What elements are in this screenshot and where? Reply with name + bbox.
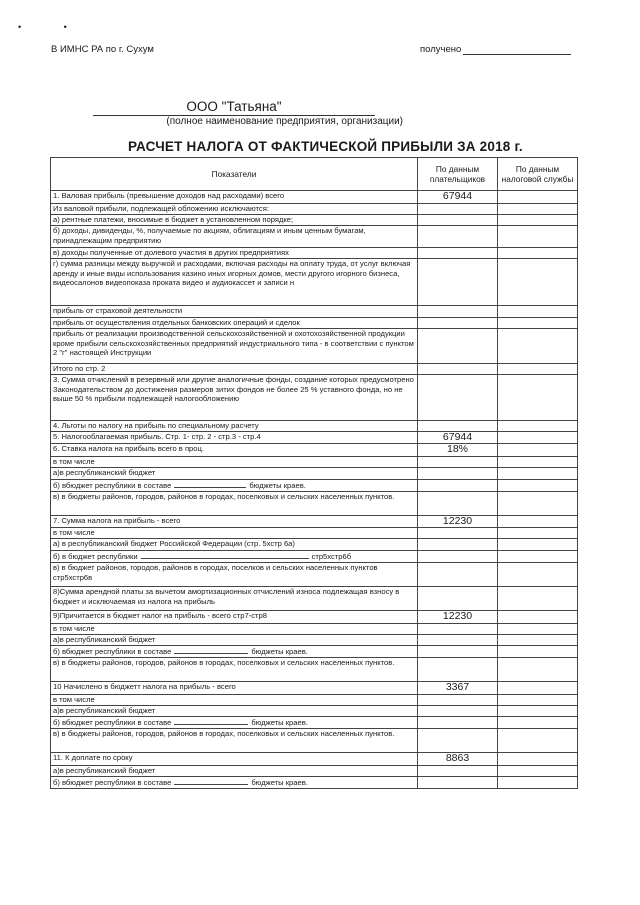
- row-indicator-cell: [51, 457, 418, 468]
- payer-value-cell: [418, 421, 498, 432]
- row-indicator-cell: [51, 551, 418, 563]
- payer-value-cell: [418, 706, 498, 717]
- payer-value-cell: [418, 204, 498, 215]
- payer-value-cell: 12230: [418, 611, 498, 624]
- row-indicator-text: в том числе: [53, 457, 95, 466]
- tax-service-value-cell: [498, 717, 578, 729]
- row-indicator-text: б) вбюджет республики в составе: [53, 718, 172, 727]
- row-indicator-cell: [51, 492, 418, 516]
- row-indicator-cell: [51, 706, 418, 717]
- row-indicator-text: б) в бюджет республики: [53, 552, 138, 561]
- row-indicator-cell: [51, 695, 418, 706]
- table-row: [51, 444, 578, 457]
- table-row: [51, 682, 578, 695]
- received-signature-line: [463, 45, 571, 55]
- row-indicator-text: 8)Сумма арендной платы за вычетом амортизационных отчислений износа подлежащая взносу в бюджет и исключаемая из налога на прибыль: [53, 587, 400, 606]
- table-row: [51, 624, 578, 635]
- payer-value-cell: [418, 215, 498, 226]
- table-row: [51, 777, 578, 789]
- row-indicator-cell: [51, 753, 418, 766]
- row-indicator-cell: [51, 563, 418, 587]
- payer-value-cell: [418, 468, 498, 480]
- tax-service-value-cell: [498, 766, 578, 777]
- row-indicator-suffix: бюджеты краев.: [251, 647, 308, 656]
- tax-service-value-cell: [498, 753, 578, 766]
- tax-calculation-table: [50, 157, 578, 789]
- tax-service-value-cell: [498, 432, 578, 444]
- row-indicator-suffix: стр5хстр6б: [311, 552, 352, 561]
- scan-marks: • •: [18, 22, 87, 32]
- tax-service-value-cell: [498, 306, 578, 318]
- table-body: [51, 191, 578, 789]
- tax-service-value-cell: [498, 695, 578, 706]
- table-row: [51, 516, 578, 528]
- column-header-payer-data: По данным плательщиков: [418, 158, 498, 191]
- row-indicator-cell: [51, 539, 418, 551]
- row-indicator-text: в) в бюджет районов, городов, районов в городах, поселков и сельских населенных пунктов стр5хстр6в: [53, 563, 378, 582]
- payer-value-cell: [418, 624, 498, 635]
- tax-service-value-cell: [498, 551, 578, 563]
- row-indicator-cell: [51, 432, 418, 444]
- payer-value-cell: [418, 695, 498, 706]
- table-row: [51, 375, 578, 421]
- table-row: [51, 717, 578, 729]
- row-indicator-text: а)в республиканский бюджет: [53, 766, 156, 775]
- table-row: [51, 259, 578, 306]
- tax-service-value-cell: [498, 204, 578, 215]
- tax-service-value-cell: [498, 444, 578, 457]
- tax-service-value-cell: [498, 318, 578, 329]
- row-indicator-text: в том числе: [53, 624, 95, 633]
- payer-value-cell: [418, 259, 498, 306]
- payer-value-cell: [418, 563, 498, 587]
- table-row: [51, 706, 578, 717]
- table-row: [51, 766, 578, 777]
- row-indicator-cell: [51, 635, 418, 646]
- payer-value-cell: [418, 457, 498, 468]
- row-indicator-suffix: бюджеты краев.: [249, 481, 306, 490]
- table-row: [51, 318, 578, 329]
- blank-fill-line: [174, 777, 248, 785]
- row-indicator-cell: [51, 682, 418, 695]
- tax-service-value-cell: [498, 215, 578, 226]
- table-row: [51, 204, 578, 215]
- row-indicator-cell: [51, 444, 418, 457]
- payer-value-cell: [418, 306, 498, 318]
- row-indicator-cell: [51, 421, 418, 432]
- tax-service-value-cell: [498, 480, 578, 492]
- payer-value-cell: [418, 539, 498, 551]
- tax-service-value-cell: [498, 528, 578, 539]
- tax-service-value-cell: [498, 539, 578, 551]
- document-title: РАСЧЕТ НАЛОГА ОТ ФАКТИЧЕСКОЙ ПРИБЫЛИ ЗА 2018 г.: [128, 139, 523, 154]
- table-row: [51, 457, 578, 468]
- row-indicator-text: а) рентные платежи, вносимые в бюджет в установленном порядке;: [53, 215, 294, 224]
- blank-fill-line: [141, 551, 309, 559]
- organization-name: ООО "Татьяна": [93, 99, 375, 116]
- row-indicator-text: б) вбюджет республики в составе: [53, 647, 172, 656]
- payer-value-cell: [418, 766, 498, 777]
- table-row: [51, 658, 578, 682]
- payer-value-cell: 67944: [418, 432, 498, 444]
- row-indicator-cell: [51, 191, 418, 204]
- table-row: [51, 539, 578, 551]
- row-indicator-suffix: бюджеты краев.: [251, 778, 308, 787]
- tax-service-value-cell: [498, 729, 578, 753]
- row-indicator-text: 7. Сумма налога на прибыль - всего: [53, 516, 181, 525]
- row-indicator-cell: [51, 528, 418, 539]
- row-indicator-text: 4. Льготы по налогу на прибыль по специальному расчету: [53, 421, 259, 430]
- row-indicator-cell: [51, 375, 418, 421]
- row-indicator-text: а)в республиканский бюджет: [53, 468, 156, 477]
- row-indicator-suffix: бюджеты краев.: [251, 718, 308, 727]
- tax-service-value-cell: [498, 646, 578, 658]
- row-indicator-cell: [51, 611, 418, 624]
- table-row: [51, 528, 578, 539]
- row-indicator-text: прибыль от реализации производственной сельскохозяйственной и охотохозяйственной продукции кроме прибыли сельскохозяйственных предприятий индустриального типа - в соответствии с пунктом 2 "г" настоящей Инструкции: [53, 329, 414, 358]
- row-indicator-text: в) в бюджеты районов, городов, районов в городах, поселковых и сельских населенных пунктов.: [53, 492, 395, 501]
- tax-service-value-cell: [498, 682, 578, 695]
- tax-service-value-cell: [498, 706, 578, 717]
- payer-value-cell: [418, 635, 498, 646]
- blank-fill-line: [174, 717, 248, 725]
- tax-service-value-cell: [498, 624, 578, 635]
- tax-service-value-cell: [498, 611, 578, 624]
- row-indicator-cell: [51, 729, 418, 753]
- table-row: [51, 635, 578, 646]
- row-indicator-text: 6. Ставка налога на прибыль всего в проц.: [53, 444, 204, 453]
- table-row: [51, 364, 578, 375]
- row-indicator-text: Итого по стр. 2: [53, 364, 106, 373]
- received-text: получено: [420, 44, 462, 55]
- payer-value-cell: [418, 729, 498, 753]
- table-row: [51, 226, 578, 248]
- row-indicator-text: Из валовой прибыли, подлежащей обложению исключаются:: [53, 204, 269, 213]
- tax-service-value-cell: [498, 457, 578, 468]
- tax-service-value-cell: [498, 492, 578, 516]
- row-indicator-cell: [51, 306, 418, 318]
- tax-service-value-cell: [498, 516, 578, 528]
- table-row: [51, 563, 578, 587]
- row-indicator-text: а)в республиканский бюджет: [53, 706, 156, 715]
- row-indicator-cell: [51, 259, 418, 306]
- payer-value-cell: [418, 528, 498, 539]
- row-indicator-cell: [51, 766, 418, 777]
- payer-value-cell: [418, 587, 498, 611]
- row-indicator-cell: [51, 717, 418, 729]
- table-row: [51, 646, 578, 658]
- received-label: [420, 44, 571, 55]
- row-indicator-cell: [51, 516, 418, 528]
- table-row: [51, 551, 578, 563]
- row-indicator-cell: [51, 248, 418, 259]
- row-indicator-text: 9)Причитается в бюджет налог на прибыль - всего стр7-стр8: [53, 611, 267, 620]
- tax-service-value-cell: [498, 587, 578, 611]
- tax-service-value-cell: [498, 191, 578, 204]
- row-indicator-text: в том числе: [53, 528, 95, 537]
- row-indicator-text: б) вбюджет республики в составе: [53, 481, 172, 490]
- row-indicator-text: 1. Валовая прибыль (превышение доходов над расходами) всего: [53, 191, 285, 200]
- payer-value-cell: 3367: [418, 682, 498, 695]
- payer-value-cell: [418, 658, 498, 682]
- tax-service-value-cell: [498, 421, 578, 432]
- table-row: [51, 468, 578, 480]
- row-indicator-cell: [51, 480, 418, 492]
- blank-fill-line: [174, 646, 248, 654]
- row-indicator-cell: [51, 329, 418, 364]
- table-row: [51, 329, 578, 364]
- payer-value-cell: 8863: [418, 753, 498, 766]
- table-row: [51, 492, 578, 516]
- payer-value-cell: [418, 646, 498, 658]
- row-indicator-text: 5. Налогооблагаемая прибыль. Стр. 1- стр. 2 - стр.3 - стр.4: [53, 432, 261, 441]
- recipient-label: В ИМНС РА по г. Сухум: [51, 44, 154, 55]
- payer-value-cell: [418, 226, 498, 248]
- table-row: [51, 729, 578, 753]
- row-indicator-text: в том числе: [53, 695, 95, 704]
- tax-service-value-cell: [498, 777, 578, 789]
- row-indicator-text: б) вбюджет республики в составе: [53, 778, 172, 787]
- payer-value-cell: [418, 318, 498, 329]
- table-row: [51, 215, 578, 226]
- row-indicator-cell: [51, 215, 418, 226]
- table-row: [51, 191, 578, 204]
- row-indicator-text: 10 Начислено в бюджетт налога на прибыль - всего: [53, 682, 236, 691]
- payer-value-cell: [418, 777, 498, 789]
- organization-subtitle: (полное наименование предприятия, организации): [166, 116, 403, 127]
- row-indicator-text: 11. К доплате по сроку: [53, 753, 133, 762]
- blank-fill-line: [174, 480, 246, 488]
- tax-service-value-cell: [498, 329, 578, 364]
- column-header-indicators: Показатели: [51, 158, 418, 191]
- row-indicator-text: б) доходы, дивиденды, %, получаемые по акциям, облигациям и иным ценным бумагам, принадлежащим предприятию: [53, 226, 366, 245]
- table-row: [51, 248, 578, 259]
- payer-value-cell: [418, 480, 498, 492]
- table-row: [51, 695, 578, 706]
- row-indicator-cell: [51, 204, 418, 215]
- row-indicator-cell: [51, 587, 418, 611]
- row-indicator-cell: [51, 658, 418, 682]
- row-indicator-cell: [51, 468, 418, 480]
- tax-service-value-cell: [498, 563, 578, 587]
- payer-value-cell: [418, 248, 498, 259]
- row-indicator-text: прибыль от осуществления отдельных банковских операций и сделок: [53, 318, 300, 327]
- tax-service-value-cell: [498, 364, 578, 375]
- tax-service-value-cell: [498, 226, 578, 248]
- payer-value-cell: 12230: [418, 516, 498, 528]
- payer-value-cell: [418, 329, 498, 364]
- table-row: [51, 587, 578, 611]
- tax-service-value-cell: [498, 468, 578, 480]
- table-header-row: [51, 158, 578, 191]
- row-indicator-text: в) доходы полученные от долевого участия в других предприятиях: [53, 248, 289, 257]
- row-indicator-text: в) в бюджеты районов, городов, районов в городах, поселковых и сельских населенных пунктов.: [53, 658, 395, 667]
- table-row: [51, 306, 578, 318]
- row-indicator-cell: [51, 624, 418, 635]
- payer-value-cell: [418, 375, 498, 421]
- tax-service-value-cell: [498, 375, 578, 421]
- payer-value-cell: [418, 364, 498, 375]
- row-indicator-cell: [51, 646, 418, 658]
- payer-value-cell: [418, 717, 498, 729]
- payer-value-cell: [418, 492, 498, 516]
- table-row: [51, 611, 578, 624]
- row-indicator-cell: [51, 226, 418, 248]
- payer-value-cell: [418, 551, 498, 563]
- row-indicator-text: г) сумма разницы между выручкой и расходами, включая расходы на оплату труда, от услуг включая аренду и иные виды использования казино иных игорных домов, мести другого игорного бизнеса, видеосалонов видеопоказа проката видео и аудиокассет и записи н: [53, 259, 411, 288]
- payer-value-cell: 18%: [418, 444, 498, 457]
- row-indicator-text: 3. Сумма отчислений в резервный или другие аналогичные фонды, создание которых предусмотрено Законодательством до достижения размеров зитих фондов не более 25 % уставного фонда, но не выше 50 % прибыли подлежащей налогообложению: [53, 375, 414, 404]
- tax-service-value-cell: [498, 248, 578, 259]
- tax-service-value-cell: [498, 259, 578, 306]
- tax-service-value-cell: [498, 658, 578, 682]
- tax-service-value-cell: [498, 635, 578, 646]
- row-indicator-text: а)в республиканский бюджет: [53, 635, 156, 644]
- row-indicator-cell: [51, 364, 418, 375]
- table-row: [51, 753, 578, 766]
- row-indicator-text: а) в республиканский бюджет Российской Федерации (стр. 5хстр 6а): [53, 539, 295, 548]
- payer-value-cell: 67944: [418, 191, 498, 204]
- column-header-tax-service-data: По данным налоговой службы: [498, 158, 578, 191]
- table-row: [51, 480, 578, 492]
- row-indicator-cell: [51, 318, 418, 329]
- table-row: [51, 421, 578, 432]
- row-indicator-text: прибыль от страховой деятельности: [53, 306, 183, 315]
- row-indicator-text: в) в бюджеты районов, городов, районов в городах, поселковых и сельских населенных пунктов.: [53, 729, 395, 738]
- table-row: [51, 432, 578, 444]
- row-indicator-cell: [51, 777, 418, 789]
